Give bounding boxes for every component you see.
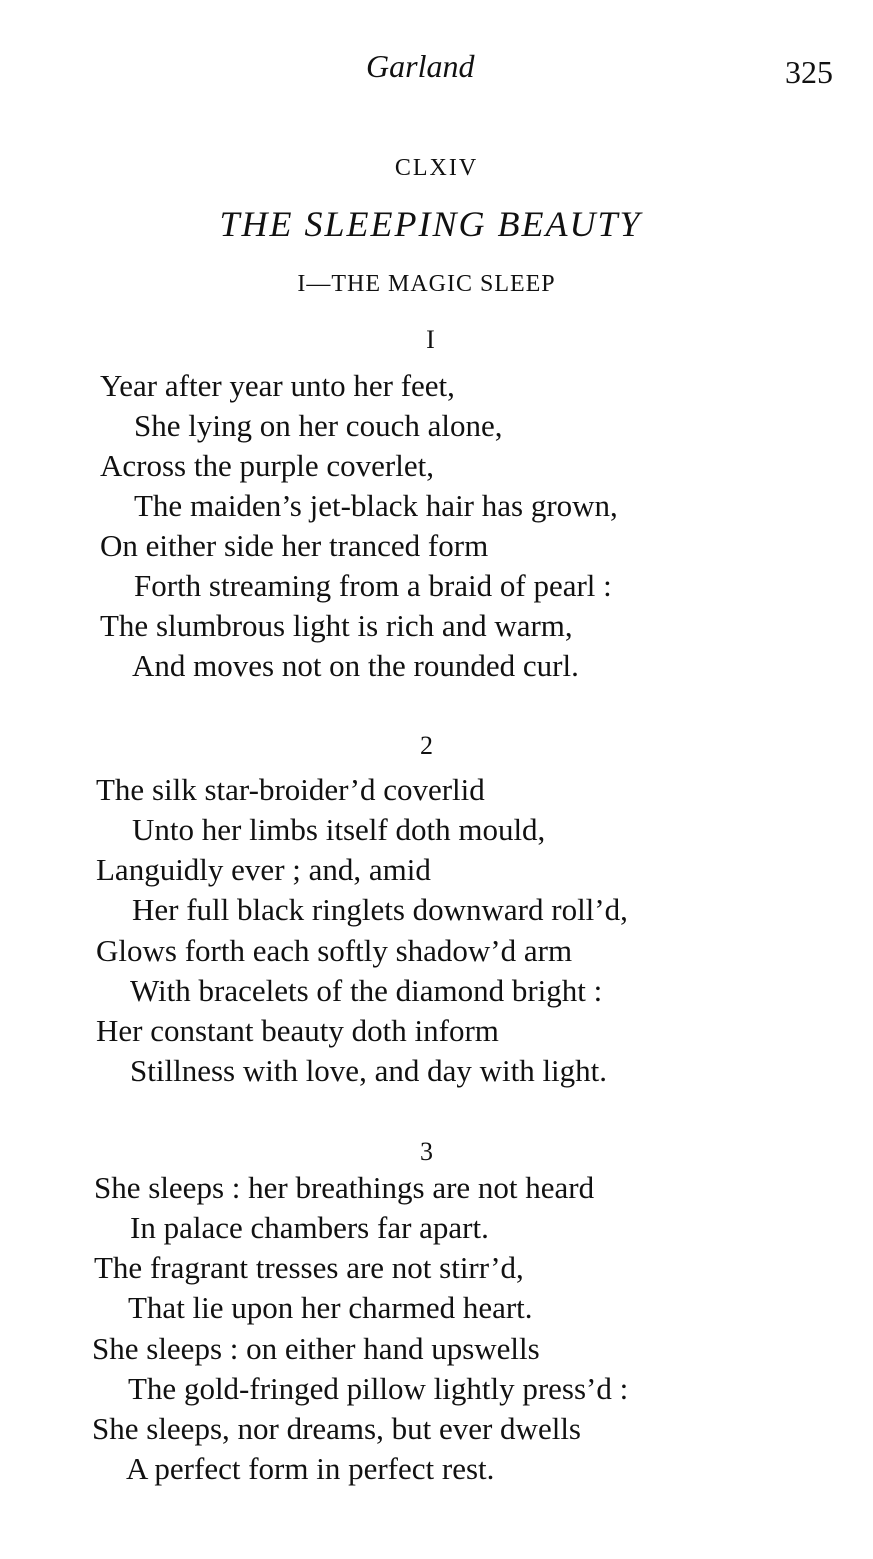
poem-line: Her full black ringlets downward roll’d, (132, 892, 628, 927)
poem-line: Languidly ever ; and, amid (96, 852, 431, 887)
poem-line: She sleeps : her breathings are not heard (94, 1170, 595, 1205)
poem-line: Year after year unto her feet, (100, 368, 455, 403)
poem-line: The gold-fringed pillow lightly press’d : (128, 1371, 629, 1406)
poem-line: Stillness with love, and day with light. (130, 1053, 608, 1088)
running-title: Garland (366, 48, 475, 84)
stanza-number: 3 (420, 1137, 433, 1166)
poem-line: She lying on her couch alone, (134, 408, 503, 443)
poem-line: And moves not on the rounded curl. (132, 648, 579, 683)
poem-line: The slumbrous light is rich and warm, (100, 608, 573, 643)
running-head (0, 44, 873, 88)
stanza-number: 2 (420, 731, 433, 760)
part-title: I—THE MAGIC SLEEP (297, 271, 556, 297)
poem-line: Unto her limbs itself doth mould, (132, 812, 546, 847)
poem-line: She sleeps, nor dreams, but ever dwells (92, 1411, 581, 1446)
poem-line: Glows forth each softly shadow’d arm (96, 933, 573, 968)
poem-line: In palace chambers far apart. (130, 1210, 489, 1245)
poem-numeral: CLXIV (394, 155, 479, 181)
poem-line: On either side her tranced form (100, 528, 489, 563)
poem-line: With bracelets of the diamond bright : (130, 973, 603, 1008)
poem-line: The silk star-broider’d coverlid (96, 772, 485, 807)
poem-line: She sleeps : on either hand upswells (92, 1331, 540, 1366)
poem-line: The maiden’s jet-black hair has grown, (134, 488, 618, 523)
poem-line: Across the purple coverlet, (100, 448, 434, 483)
poem-line: A perfect form in perfect rest. (126, 1451, 495, 1486)
poem-line: The fragrant tresses are not stirr’d, (94, 1250, 524, 1285)
page-number: 325 (785, 54, 833, 90)
poem-line: Her constant beauty doth inform (96, 1013, 499, 1048)
poem-line: That lie upon her charmed heart. (128, 1290, 533, 1325)
poem-line: Forth streaming from a braid of pearl : (134, 568, 612, 603)
poem-title: THE SLEEPING BEAUTY (219, 204, 642, 244)
stanza-number: I (426, 325, 435, 354)
